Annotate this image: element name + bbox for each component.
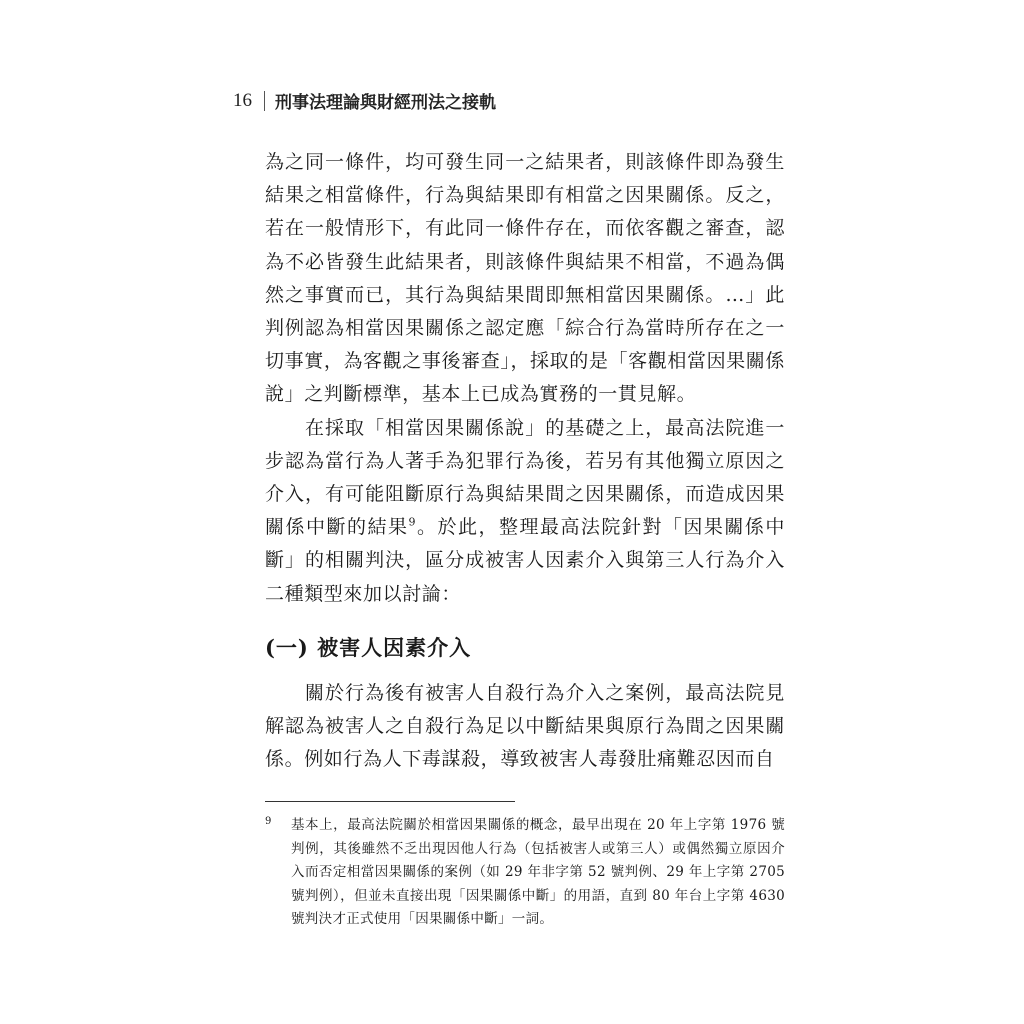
section-heading: (一) 被害人因素介入	[265, 634, 472, 660]
footnote	[265, 814, 785, 932]
paragraph-3: 關於行為後有被害人自殺行為介入之案例，最高法院見解認為被害人之自殺行為足以中斷結果與原行為間之因果關係。例如行為人下毒謀殺，導致被害人毒發肚痛難忍因而自	[265, 681, 785, 771]
book-title: 刑事法理論與財經刑法之接軌	[275, 93, 496, 113]
paragraph-2-text-b: 。於此，整理最高法院針對「因果關係中斷」的相關判決，區分成被害人因素介入與第三人行為介入二種類型來加以討論：	[265, 516, 785, 605]
paragraph-2-text-a: 在採取「相當因果關係說」的基礎之上，最高法院進一步認為當行為人著手為犯罪行為後，若另有其他獨立原因之介入，有可能阻斷原行為與結果間之因果關係，而造成因果關係中斷的結果	[265, 416, 785, 539]
main-text	[265, 146, 785, 776]
footnote-divider	[265, 801, 515, 802]
footnote-number: 9	[265, 816, 272, 827]
running-header	[233, 88, 496, 113]
footnote-reference[interactable]: 9	[408, 515, 417, 529]
header-separator	[264, 91, 265, 111]
footnote-text: 基本上，最高法院關於相當因果關係的概念，最早出現在 20 年上字第 1976 號判例，其後雖然不乏出現因他人行為（包括被害人或第三人）或偶然獨立原因介入而否定相當因果關係的案例（如 29 年非字第 52 號判例、29 年上字第 2705 號判例），但並未直接出現「因果關係中斷」的用語，直到 80 年台上字第 4630 號判決才正式使用「因果關係中斷」一詞。	[291, 817, 785, 927]
paragraph-2	[265, 412, 785, 611]
page-number: 16	[233, 89, 252, 111]
paragraph-1: 為之同一條件，均可發生同一之結果者，則該條件即為發生結果之相當條件，行為與結果即有相當之因果關係。反之，若在一般情形下，有此同一條件存在，而依客觀之審查，認為不必皆發生此結果者，則該條件與結果不相當，不過為偶然之事實而已，其行為與結果間即無相當因果關係。…」此判例認為相當因果關係之認定應「綜合行為當時所存在之一切事實，為客觀之事後審查」，採取的是「客觀相當因果關係說」之判斷標準，基本上已成為實務的一貫見解。	[265, 151, 785, 406]
